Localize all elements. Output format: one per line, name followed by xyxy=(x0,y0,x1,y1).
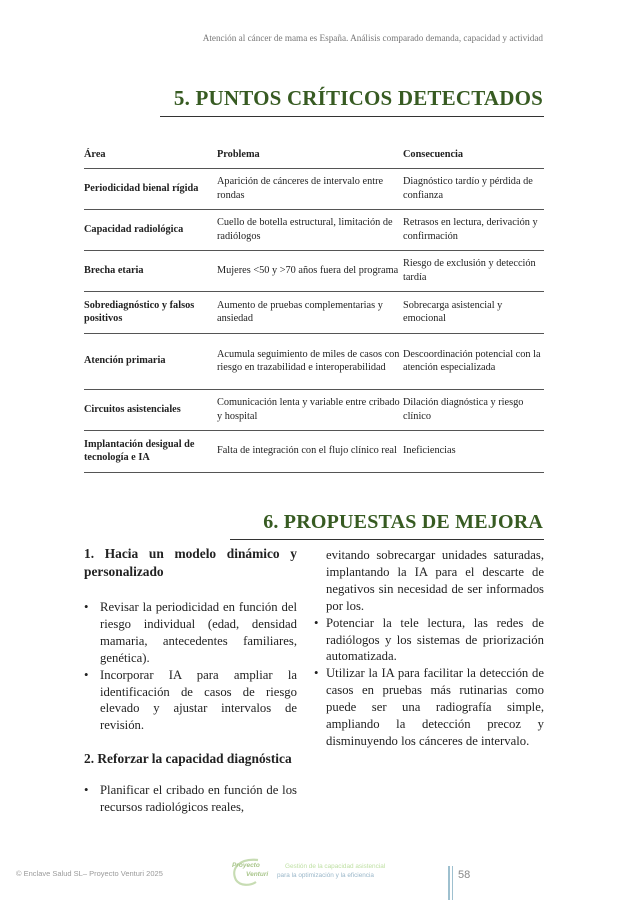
page-number-bars-icon xyxy=(448,866,455,900)
cell-problema: Cuello de botella estructural, limitación de radiólogos xyxy=(217,217,393,242)
title-underline xyxy=(230,539,544,540)
table-header-row xyxy=(84,141,544,168)
table-row xyxy=(84,168,544,209)
proyecto-venturi-logo xyxy=(228,858,398,886)
section-title-propuestas-mejora: 6. PROPUESTAS DE MEJORA xyxy=(263,511,543,533)
proposals-right-column xyxy=(314,547,544,750)
bullet-list xyxy=(84,782,297,816)
bullet-item: • Utilizar la IA para facilitar la detección de casos en pruebas más rutinarias como puede ser una radiografía simple, ampliando la detección precoz y disminuyendo los cánceres de intervalo. xyxy=(314,665,544,750)
cell-area: Brecha etaria xyxy=(84,264,144,276)
cell-consecuencia: Ineficiencias xyxy=(403,445,456,457)
cell-problema: Aumento de pruebas complementarias y ansiedad xyxy=(217,299,383,324)
cell-consecuencia: Descoordinación potencial con la atención especializada xyxy=(403,348,541,373)
cell-area: Sobrediagnóstico y falsos positivos xyxy=(84,299,195,324)
bullet-item: • Planificar el cribado en función de los recursos radiológicos reales, xyxy=(84,782,297,816)
bullet-item: • Revisar la periodicidad en función del riesgo individual (edad, densidad mamaria, antecedentes familiares, genética). xyxy=(84,599,297,667)
table-row xyxy=(84,333,544,389)
cell-problema: Aparición de cánceres de intervalo entre rondas xyxy=(217,176,384,201)
cell-consecuencia: Sobrecarga asistencial y emocional xyxy=(403,299,503,324)
cell-problema: Comunicación lenta y variable entre cribado y hospital xyxy=(217,397,400,422)
bullet-continuation: evitando sobrecargar unidades saturadas, implantando la IA para el descarte de negativos sin necesidad de ser informados por los. xyxy=(326,548,544,613)
logo-word-venturi: Venturi xyxy=(246,871,269,878)
column-header-area: Área xyxy=(84,141,217,168)
cell-area: Atención primaria xyxy=(84,355,166,367)
table-row xyxy=(84,430,544,472)
cell-area: Circuitos asistenciales xyxy=(84,403,181,415)
cell-consecuencia: Dilación diagnóstica y riesgo clínico xyxy=(403,397,524,422)
cell-consecuencia: Retrasos en lectura, derivación y confirmación xyxy=(403,217,538,242)
cell-problema: Mujeres <50 y >70 años fuera del programa xyxy=(217,264,399,276)
proposals-left-column xyxy=(84,545,297,816)
cell-consecuencia: Riesgo de exclusión y detección tardía xyxy=(403,258,536,283)
page-number: 58 xyxy=(458,869,471,881)
cell-area: Periodicidad bienal rígida xyxy=(84,182,199,194)
cell-consecuencia: Diagnóstico tardío y pérdida de confianza xyxy=(403,176,533,201)
bullet-item: • Incorporar IA para ampliar la identificación de casos de riesgo elevado y ajustar intervalos de revisión. xyxy=(84,667,297,735)
section-title-puntos-criticos: 5. PUNTOS CRÍTICOS DETECTADOS xyxy=(173,86,543,110)
subsection-heading: 1. Hacia un modelo dinámico y personalizado xyxy=(84,546,297,579)
cell-area: Capacidad radiológica xyxy=(84,223,184,235)
bullet-item: • Potenciar la tele lectura, las redes de radiólogos y los sistemas de priorización automatizada. xyxy=(314,615,544,666)
bullet-list xyxy=(84,599,297,734)
table-row xyxy=(84,209,544,250)
running-header: Atención al cáncer de mama es España. Análisis comparado demanda, capacidad y actividad xyxy=(202,33,543,43)
subsection-heading: 2. Reforzar la capacidad diagnóstica xyxy=(84,751,292,767)
footer-copyright: © Enclave Salud SL– Proyecto Venturi 2025 xyxy=(16,869,163,878)
logo-tagline-2: para la optimización y la eficiencia xyxy=(277,872,374,879)
cell-problema: Acumula seguimiento de miles de casos con riesgo en trazabilidad e interoperabilidad xyxy=(217,348,400,373)
cell-problema: Falta de integración con el flujo clínico real xyxy=(217,445,397,457)
table-row xyxy=(84,250,544,291)
column-header-consecuencia: Consecuencia xyxy=(403,141,544,168)
table-row xyxy=(84,291,544,333)
bullet-list xyxy=(314,615,544,750)
cell-area: Implantación desigual de tecnología e IA xyxy=(84,438,195,463)
title-underline xyxy=(160,116,544,117)
table-row xyxy=(84,389,544,430)
logo-word-proyecto: Proyecto xyxy=(232,862,260,869)
logo-tagline-1: Gestión de la capacidad asistencial xyxy=(285,863,386,870)
critical-points-table xyxy=(84,141,544,473)
column-header-problema: Problema xyxy=(217,141,403,168)
